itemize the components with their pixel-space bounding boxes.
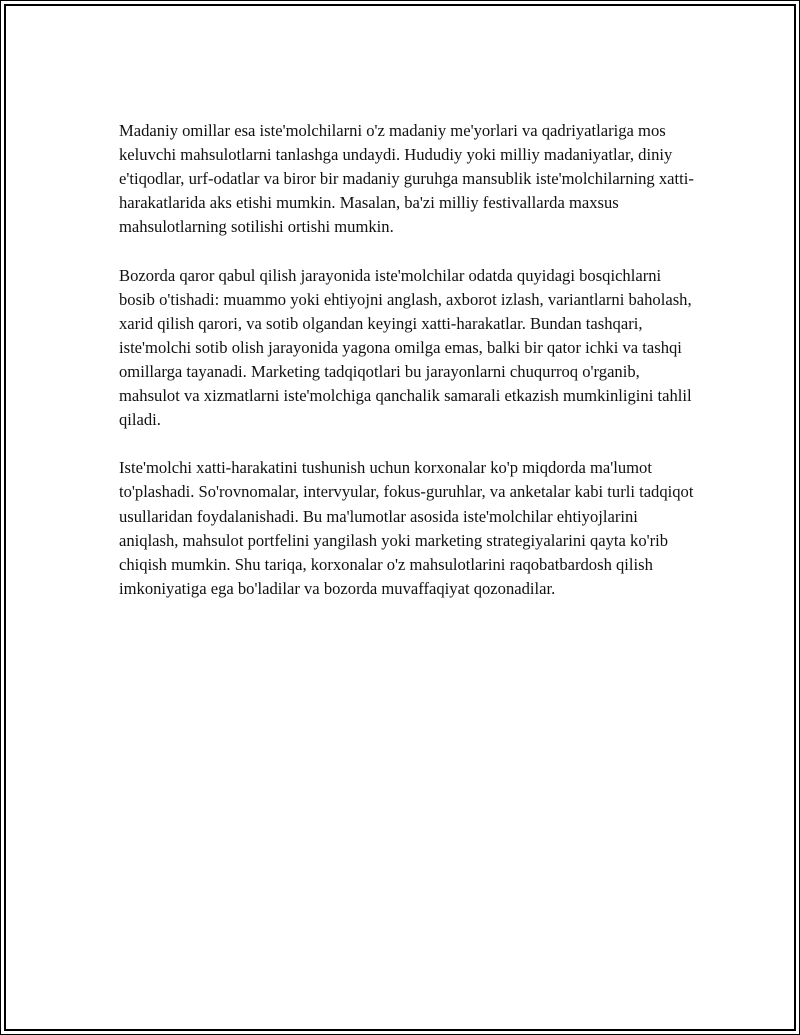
paragraph-3: Iste'molchi xatti-harakatini tushunish uchun korxonalar ko'p miqdorda ma'lumot to'plashadi. So'rovnomalar, intervyular, fokus-guruhlar, va anketalar kabi turli tadqiqot usullaridan foydalanishadi. Bu ma'lumotlar asosida iste'molchilar ehtiyojlarini aniqlash, mahsulot portfelini yangilash yoki marketing strategiyalarini qayta ko'rib chiqish mumkin. Shu tariqa, korxonalar o'z mahsulotlarini raqobatbardosh qilish imkoniyatiga ega bo'ladilar va bozorda muvaffaqiyat qozonadilar. bbox=[119, 458, 694, 598]
paragraph-1: Madaniy omillar esa iste'molchilarni o'z madaniy me'yorlari va qadriyatlariga mos keluvchi mahsulotlarni tanlashga undaydi. Hududiy yoki milliy madaniyatlar, diniy e'tiqodlar, urf-odatlar va biror bir madaniy guruhga mansublik iste'molchilarning xatti-harakatlarida aks etishi mumkin. Masalan, ba'zi milliy festivallarda maxsus mahsulotlarning sotilishi ortishi mumkin. bbox=[119, 121, 694, 237]
paragraph-2: Bozorda qaror qabul qilish jarayonida iste'molchilar odatda quyidagi bosqichlarni bosib o'tishadi: muammo yoki ehtiyojni anglash, axborot izlash, variantlarni baholash, xarid qilish qarori, va sotib olgandan keyingi xatti-harakatlar. Bundan tashqari, iste'molchi sotib olish jarayonida yagona omilga emas, balki bir qator ichki va tashqi omillarga tayanadi. Marketing tadqiqotlari bu jarayonlarni chuqurroq o'rganib, mahsulot va xizmatlarni iste'molchiga qanchalik samarali etkazish mumkinligini tahlil qiladi. bbox=[119, 265, 692, 430]
document-body bbox=[119, 119, 699, 625]
